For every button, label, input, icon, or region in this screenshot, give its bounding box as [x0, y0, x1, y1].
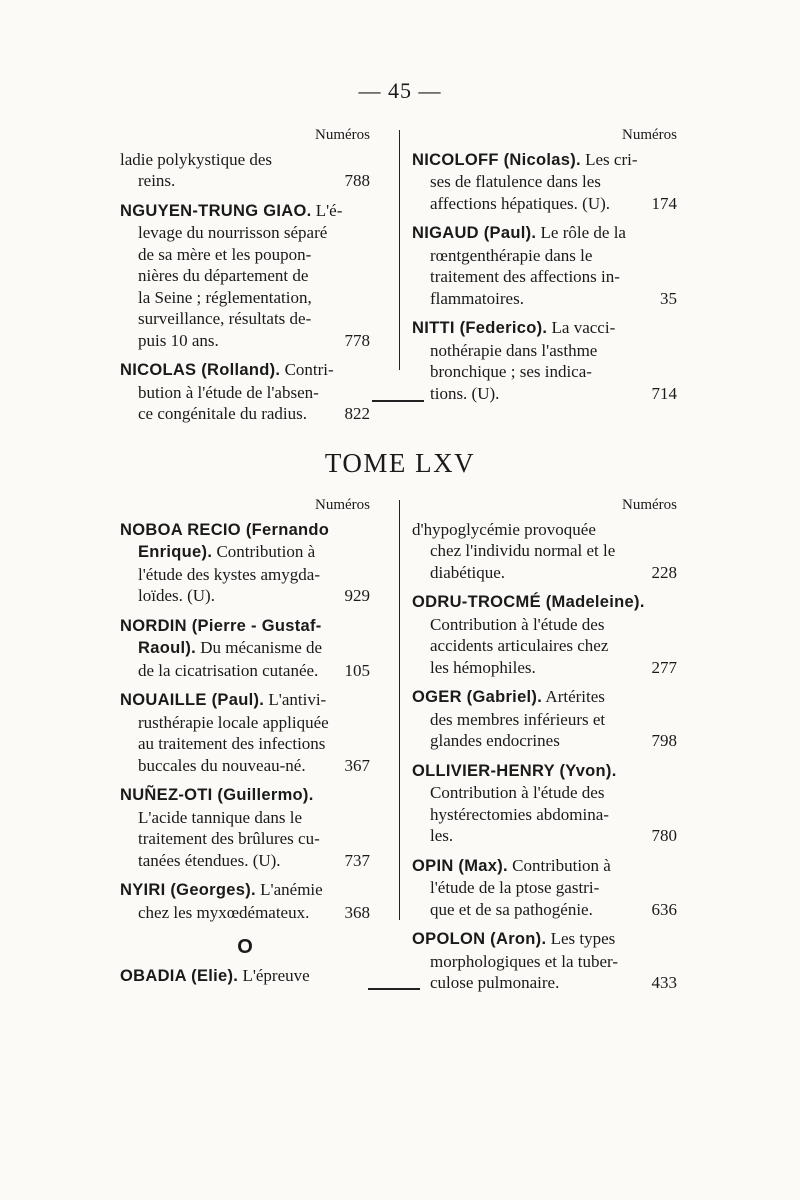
entry-line: [120, 308, 370, 330]
entry-line: [120, 712, 370, 734]
entry-text: Les cri-: [580, 149, 638, 169]
entry-line: [120, 149, 370, 171]
entry-text: L'anémie: [255, 880, 323, 899]
letter-heading: O: [237, 936, 253, 958]
entry-text: La vacci-: [547, 318, 616, 337]
entry-text: bution à l'étude de l'absen-: [138, 382, 319, 402]
entry-line: [412, 951, 677, 973]
entry-line: [120, 637, 370, 660]
entry-line: [412, 361, 677, 383]
index-entry: [412, 591, 677, 678]
entry-author: NORDIN (Pierre - Gustaf-: [120, 616, 322, 635]
entry-number: 105: [344, 660, 370, 680]
index-entry: [120, 689, 370, 776]
numeros-heading: Numéros: [622, 497, 677, 513]
entry-text: Contribution à l'étude des: [430, 783, 605, 802]
entry-text: diabétique.: [430, 562, 506, 582]
entry-author: NOBOA RECIO (Fernando: [120, 520, 330, 539]
index-entry: [120, 784, 370, 871]
entry-text: accidents articulaires chez: [430, 636, 609, 655]
entry-text: les.: [430, 826, 454, 845]
index-entry: [120, 149, 370, 192]
entry-text: Contri-: [280, 360, 334, 379]
entry-author: OBADIA (Elie).: [120, 966, 239, 985]
entry-line: [120, 660, 370, 682]
entry-text: d'hypoglycémie provoquée: [412, 519, 596, 539]
top-right-column: [412, 125, 677, 412]
entry-text: rœntgenthérapie dans le: [430, 245, 593, 265]
index-entry: [120, 519, 370, 607]
entry-line: [412, 782, 677, 804]
entry-text: chez les myxœdémateux.: [138, 902, 310, 922]
index-entry: [120, 200, 370, 352]
entry-line: [120, 585, 370, 607]
entry-author: NGUYEN-TRUNG GIAO.: [120, 201, 312, 220]
index-entry: [412, 855, 677, 921]
entry-line: [412, 899, 677, 921]
entry-line: [412, 193, 677, 215]
index-entry: [120, 965, 370, 988]
entry-line: [412, 222, 677, 245]
entry-number: 174: [651, 193, 677, 213]
entry-text: L'acide tannique dans le: [138, 807, 303, 827]
entry-line: [412, 928, 677, 951]
entry-text: surveillance, résultats de-: [138, 309, 312, 328]
entry-author-cont: Raoul).: [138, 639, 197, 657]
entry-author: NICOLAS (Rolland).: [120, 361, 281, 379]
page-number: — 45 —: [358, 78, 442, 103]
entry-text: Du mécanisme de: [196, 638, 323, 657]
entry-author: OPOLON (Aron).: [412, 930, 547, 948]
entry-line: [120, 287, 370, 309]
entry-author: OGER (Gabriel).: [412, 688, 543, 706]
entry-text: nothérapie dans l'asthme: [430, 340, 598, 360]
entry-number: 822: [344, 404, 370, 423]
entry-number: 277: [651, 657, 677, 677]
entry-line: [412, 972, 677, 994]
entry-text: tanées étendues. (U).: [138, 850, 281, 870]
entry-number: 433: [651, 973, 677, 992]
entry-author: NICOLOFF (Nicolas).: [412, 150, 581, 169]
entry-line: [120, 879, 370, 902]
entry-number: 228: [651, 562, 677, 582]
entry-text: Artérites: [542, 687, 605, 706]
entry-line: [412, 540, 677, 562]
entry-line: [120, 265, 370, 287]
entry-line: [412, 614, 677, 636]
entry-text: flammatoires.: [430, 288, 524, 308]
numeros-heading: Numéros: [315, 497, 370, 513]
entry-author: NIGAUD (Paul).: [412, 224, 537, 242]
entry-number: 367: [344, 755, 370, 775]
entry-line: [412, 519, 677, 541]
entry-text: Le rôle de la: [536, 223, 626, 242]
entry-line: [412, 149, 677, 172]
entry-line: [120, 330, 370, 352]
entry-author-cont: Enrique).: [138, 543, 213, 561]
index-entry: [120, 879, 370, 923]
entry-line: [412, 340, 677, 362]
entry-line: [120, 519, 370, 542]
entry-text: reins.: [138, 171, 176, 190]
entry-text: loïdes. (U).: [138, 586, 215, 605]
entry-text: traitement des affections in-: [430, 267, 620, 286]
entry-line: [120, 615, 370, 638]
entry-text: L'é-: [311, 200, 343, 220]
entry-text: hystérectomies abdomina-: [430, 804, 609, 824]
index-entry: [412, 519, 677, 584]
entry-number: 778: [344, 330, 370, 350]
index-entry: [412, 760, 677, 847]
entry-text: Contribution à: [507, 855, 611, 875]
top-left-column: [120, 125, 370, 433]
entry-text: traitement des brûlures cu-: [138, 829, 320, 848]
entry-text: glandes endocrines: [430, 731, 560, 750]
index-entry: [412, 928, 677, 994]
entry-author: NITTI (Federico).: [412, 319, 548, 337]
entry-text: les hémophiles.: [430, 657, 536, 677]
entry-line: [120, 828, 370, 850]
entry-line: [412, 635, 677, 657]
entry-text: morphologiques et la tuber-: [430, 951, 619, 971]
index-entry: [120, 359, 370, 425]
entry-text: Les types: [546, 929, 616, 948]
entry-number: 636: [651, 899, 677, 919]
entry-text: ses de flatulence dans les: [430, 172, 601, 191]
entry-line: [412, 171, 677, 193]
entry-text: affections hépatiques. (U).: [430, 193, 611, 213]
index-entry: [412, 149, 677, 215]
entry-line: [120, 689, 370, 712]
entry-number: 737: [344, 850, 370, 870]
index-entry: [120, 615, 370, 682]
entry-line: [412, 804, 677, 826]
tome-title: TOME LXV: [324, 448, 476, 478]
entry-line: [120, 784, 370, 807]
entry-line: [412, 709, 677, 731]
entry-text: nières du département de: [138, 266, 309, 285]
entry-text: chez l'individu normal et le: [430, 541, 616, 560]
entry-text: puis 10 ans.: [138, 330, 219, 350]
numeros-heading: Numéros: [315, 127, 370, 143]
entry-number: 35: [660, 288, 677, 308]
bottom-left-column: [120, 495, 370, 995]
entry-line: [412, 288, 677, 310]
entry-text: rusthérapie locale appliquée: [138, 712, 329, 732]
entry-text: Contribution à: [212, 542, 316, 561]
entry-text: tions. (U).: [430, 383, 500, 403]
entry-line: [120, 222, 370, 244]
entry-number: 368: [344, 902, 370, 922]
entry-author: NUÑEZ-OTI (Guillermo).: [120, 786, 314, 804]
entry-line: [120, 807, 370, 829]
entry-number: 788: [344, 171, 370, 190]
entry-line: [120, 403, 370, 425]
entry-text: de sa mère et les poupon-: [138, 244, 312, 264]
entry-line: [412, 686, 677, 709]
entry-text: levage du nourrisson séparé: [138, 223, 328, 242]
entry-line: [120, 170, 370, 192]
entry-text: L'antivi-: [264, 690, 327, 709]
entry-text: au traitement des infections: [138, 734, 326, 753]
entry-line: [412, 383, 677, 405]
entry-line: [412, 562, 677, 584]
entry-line: [120, 541, 370, 564]
entry-text: de la cicatrisation cutanée.: [138, 660, 319, 680]
entry-number: 798: [651, 731, 677, 750]
entry-text: buccales du nouveau-né.: [138, 755, 306, 775]
numeros-heading: Numéros: [622, 127, 677, 143]
entry-author: NOUAILLE (Paul).: [120, 691, 265, 709]
entry-number: 929: [344, 586, 370, 605]
entry-text: L'épreuve: [238, 965, 310, 985]
index-entry: [412, 222, 677, 309]
entry-author: ODRU-TROCMÉ (Madeleine).: [412, 593, 645, 611]
entry-line: [412, 591, 677, 614]
entry-text: ladie polykystique des: [120, 149, 273, 169]
entry-text: la Seine ; réglementation,: [138, 287, 312, 307]
entry-text: bronchique ; ses indica-: [430, 362, 592, 381]
entry-text: culose pulmonaire.: [430, 973, 560, 992]
entry-text: que et de sa pathogénie.: [430, 899, 593, 919]
entry-text: des membres inférieurs et: [430, 709, 606, 729]
entry-line: [412, 825, 677, 847]
entry-line: [120, 755, 370, 777]
entry-author: OLLIVIER-HENRY (Yvon).: [412, 761, 617, 780]
entry-line: [120, 850, 370, 872]
entry-line: [412, 877, 677, 899]
entry-text: ce congénitale du radius.: [138, 404, 307, 423]
bottom-right-column: [412, 495, 677, 1002]
entry-line: [412, 317, 677, 340]
entry-line: [120, 359, 370, 382]
entry-line: [412, 730, 677, 752]
entry-line: [120, 200, 370, 223]
column-divider: [399, 500, 400, 920]
entry-line: [412, 657, 677, 679]
index-entry: [412, 317, 677, 404]
entry-line: [412, 760, 677, 783]
index-entry: [412, 686, 677, 752]
entry-line: [120, 965, 370, 988]
entry-text: l'étude des kystes amygda-: [138, 564, 320, 584]
entry-number: 780: [651, 826, 677, 845]
entry-line: [412, 855, 677, 878]
entry-number: 714: [651, 383, 677, 403]
section-rule: [372, 400, 424, 402]
section-rule: [368, 988, 420, 990]
entry-line: [120, 382, 370, 404]
entry-line: [120, 902, 370, 924]
entry-line: [412, 245, 677, 267]
entry-line: [120, 733, 370, 755]
entry-author: OPIN (Max).: [412, 856, 508, 875]
column-divider: [399, 130, 400, 370]
entry-line: [412, 266, 677, 288]
entry-text: Contribution à l'étude des: [430, 614, 605, 634]
entry-line: [120, 244, 370, 266]
entry-line: [120, 564, 370, 586]
entry-text: l'étude de la ptose gastri-: [430, 878, 600, 897]
entry-author: NYIRI (Georges).: [120, 881, 256, 899]
